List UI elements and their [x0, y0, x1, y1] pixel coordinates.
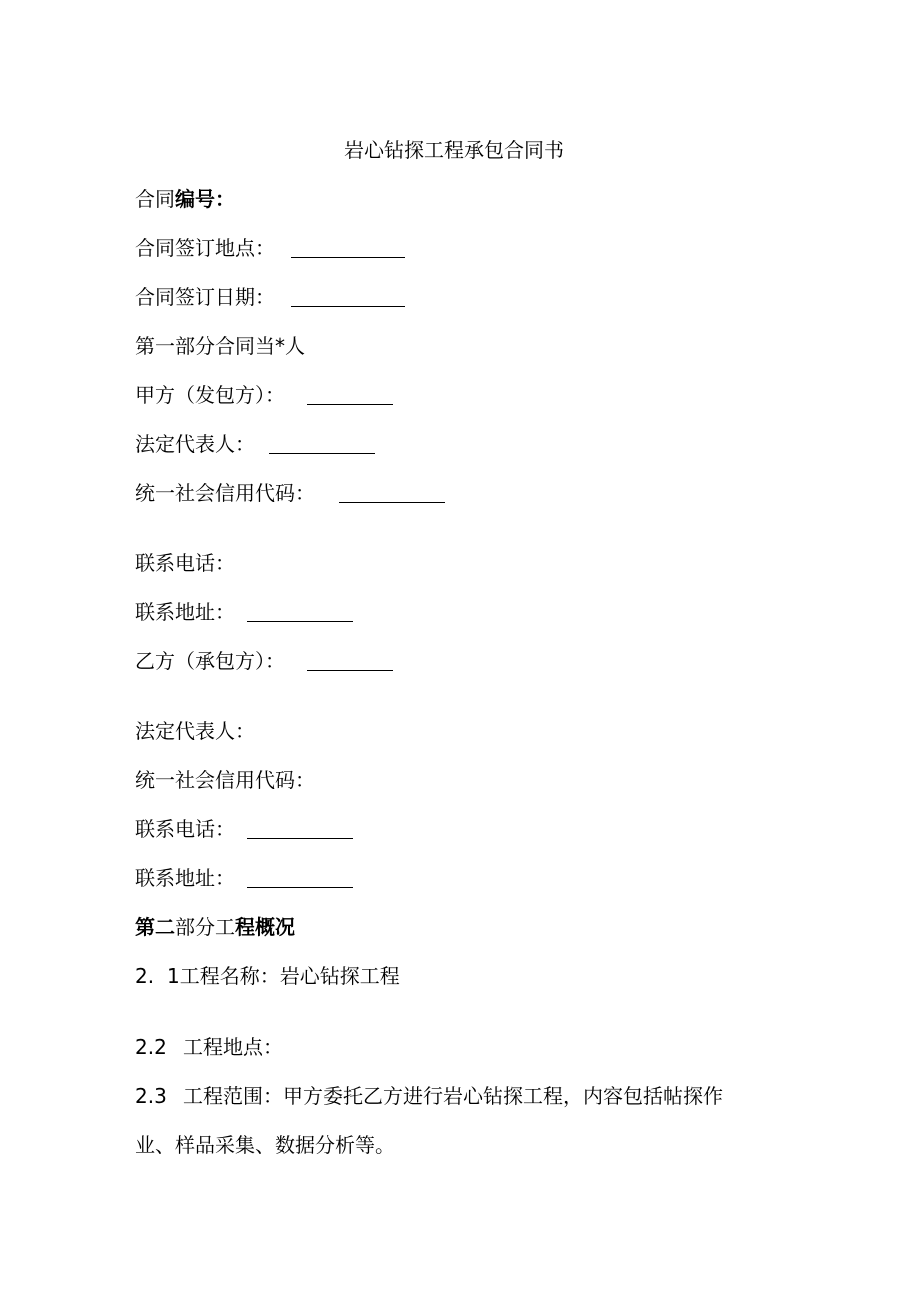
section-2-3 — [135, 1083, 723, 1109]
party-b-address-line — [135, 865, 353, 891]
contract-number-label-a: 合同 — [135, 187, 175, 211]
document-title: 岩心钻探工程承包合同书 — [344, 138, 564, 162]
party-b-address-blank — [247, 867, 353, 888]
party-a-phone: 联系电话： — [135, 551, 235, 575]
part-two-heading-b: 部分工 — [175, 915, 235, 939]
section-2-1 — [135, 963, 400, 989]
party-a-blank — [307, 384, 393, 405]
party-a-rep-label: 法定代表人： — [135, 432, 255, 456]
part-two-heading-a: 第二 — [135, 915, 175, 939]
party-a-credit-line — [135, 480, 445, 506]
contract-number-label-b: 编号： — [175, 187, 235, 211]
party-b-blank — [307, 650, 393, 671]
party-b-phone-blank — [247, 818, 353, 839]
sign-date-line — [135, 284, 405, 310]
sign-place-blank — [291, 237, 405, 258]
part-two-heading — [135, 914, 295, 940]
party-a-address-line — [135, 599, 353, 625]
section-2-2-number: 2.2 — [135, 1035, 167, 1059]
part-one-heading: 第一部分合同当*人 — [135, 334, 305, 358]
party-a-credit-blank — [339, 482, 445, 503]
section-2-1-number: 2. — [135, 964, 155, 988]
section-2-1-text: 1工程名称：岩心钻探工程 — [167, 964, 400, 988]
part-two-heading-c: 程概况 — [235, 915, 295, 939]
party-a-credit-label: 统一社会信用代码： — [135, 481, 315, 505]
sign-place-line — [135, 235, 405, 261]
party-a-rep-blank — [269, 433, 375, 454]
party-b-credit: 统一社会信用代码： — [135, 768, 315, 792]
party-b-phone-label: 联系电话： — [135, 817, 235, 841]
section-2-3-number: 2.3 — [135, 1084, 167, 1108]
party-b-phone-line — [135, 816, 353, 842]
party-b-line — [135, 648, 393, 674]
section-2-2 — [135, 1034, 283, 1060]
sign-date-blank — [291, 286, 405, 307]
sign-date-label: 合同签订日期： — [135, 285, 275, 309]
section-2-3-text: 工程范围：甲方委托乙方进行岩心钻探工程，内容包括帖探作 — [183, 1084, 723, 1108]
party-a-address-blank — [247, 601, 353, 622]
section-2-3-continued: 业、样品采集、数据分析等。 — [135, 1133, 395, 1157]
section-2-2-text: 工程地点： — [183, 1035, 283, 1059]
party-a-address-label: 联系地址： — [135, 600, 235, 624]
sign-place-label: 合同签订地点： — [135, 236, 275, 260]
contract-number-line — [135, 186, 235, 212]
party-a-label: 甲方（发包方）： — [135, 383, 285, 407]
party-a-rep-line — [135, 431, 375, 457]
party-b-label: 乙方（承包方）： — [135, 649, 285, 673]
party-b-rep: 法定代表人： — [135, 719, 255, 743]
party-a-line — [135, 382, 393, 408]
party-b-address-label: 联系地址： — [135, 866, 235, 890]
